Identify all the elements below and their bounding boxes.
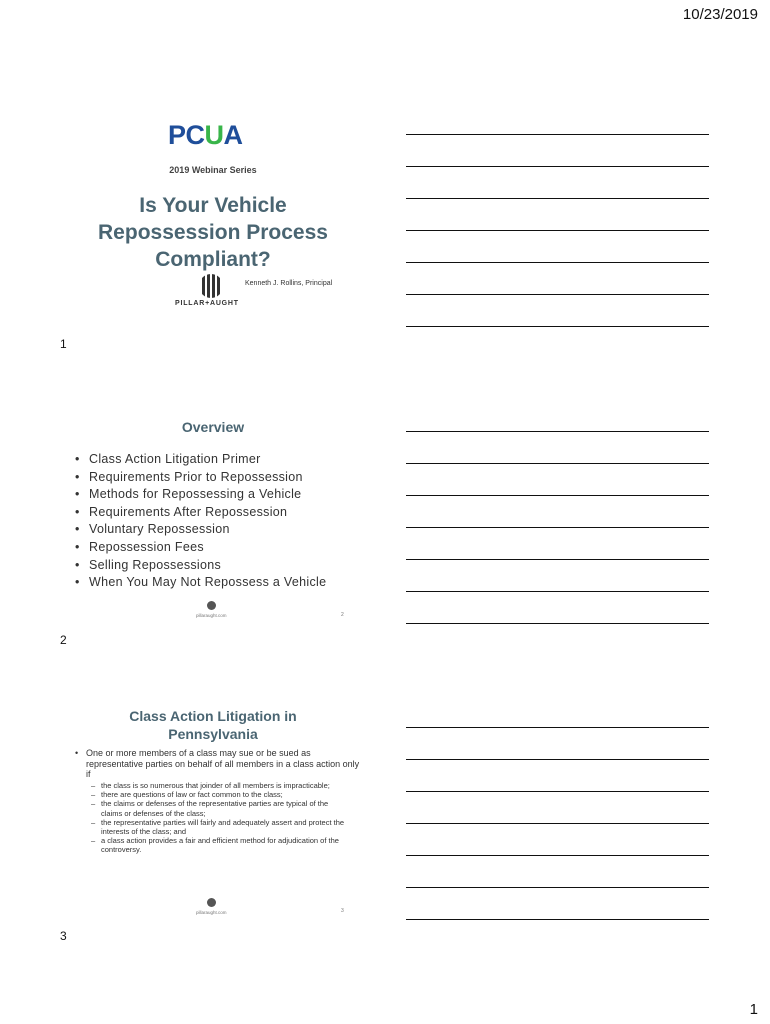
list-item: • When You May Not Repossess a Vehicle <box>75 574 326 592</box>
slide-number-3: 3 <box>60 929 67 943</box>
note-line[interactable] <box>406 431 709 432</box>
list-item: • Selling Repossessions <box>75 557 326 575</box>
list-item: – the representative parties will fairly and adequately assert and protect the interests of the class; and <box>91 818 346 836</box>
note-line[interactable] <box>406 230 709 231</box>
list-item: • Repossession Fees <box>75 539 326 557</box>
slide-2-title: Overview <box>181 419 245 435</box>
note-line[interactable] <box>406 919 709 920</box>
slide-2 <box>63 405 363 630</box>
slide-3-title: Class Action Litigation in Pennsylvania <box>129 708 297 742</box>
note-line[interactable] <box>406 294 709 295</box>
note-line[interactable] <box>406 198 709 199</box>
note-line[interactable] <box>406 134 709 135</box>
note-line[interactable] <box>406 791 709 792</box>
list-item: – there are questions of law or fact common to the class; <box>91 790 346 799</box>
criteria-list <box>91 781 346 855</box>
slide-number-2: 2 <box>60 633 67 647</box>
slide-number-1: 1 <box>60 337 67 351</box>
note-line[interactable] <box>406 527 709 528</box>
list-item: – a class action provides a fair and efficient method for adjudication of the controversy. <box>91 836 346 854</box>
print-date: 10/23/2019 <box>682 6 758 23</box>
note-line[interactable] <box>406 166 709 167</box>
pcua-logo: PCUA <box>168 120 243 150</box>
slide-footer-number: 2 <box>341 612 344 618</box>
list-item: • Class Action Litigation Primer <box>75 451 326 469</box>
slide-footer-logo-icon <box>207 601 216 610</box>
note-line[interactable] <box>406 727 709 728</box>
slide-1-title: Is Your Vehicle Repossession Process Compliant? <box>98 194 328 271</box>
note-line[interactable] <box>406 495 709 496</box>
slide-footer-url: pillaraught.com <box>196 910 227 915</box>
overview-list <box>75 451 326 592</box>
slide-3 <box>63 700 363 925</box>
slide-footer-number: 3 <box>341 908 344 914</box>
note-line[interactable] <box>406 623 709 624</box>
list-item: • Requirements After Repossession <box>75 504 326 522</box>
slide-1: PCUA 2019 Webinar Series Is Your Vehicle Repossession Process Compliant? PILLAR+AUGHT Kenneth J. Rollins, Principal <box>63 68 363 293</box>
note-line[interactable] <box>406 887 709 888</box>
list-item: – the class is so numerous that joinder of all members is impracticable; <box>91 781 346 790</box>
list-item: • Methods for Repossessing a Vehicle <box>75 486 326 504</box>
page-number: 1 <box>749 1001 758 1018</box>
list-item: • Requirements Prior to Repossession <box>75 469 326 487</box>
note-line[interactable] <box>406 326 709 327</box>
note-line[interactable] <box>406 591 709 592</box>
webinar-series-label: 2019 Webinar Series <box>169 165 257 175</box>
main-bullet: • One or more members of a class may sue or be sued as representative parties on behalf of all members in a class action only if <box>75 748 360 779</box>
list-item: • Voluntary Repossession <box>75 521 326 539</box>
note-line[interactable] <box>406 463 709 464</box>
note-line[interactable] <box>406 855 709 856</box>
note-line[interactable] <box>406 559 709 560</box>
list-item: – the claims or defenses of the representative parties are typical of the claims or defenses of the class; <box>91 799 346 817</box>
slide-footer-url: pillaraught.com <box>196 613 227 618</box>
note-line[interactable] <box>406 823 709 824</box>
pillar-aught-mark-icon <box>199 274 223 298</box>
slide-footer-logo-icon <box>207 898 216 907</box>
presenter-name: Kenneth J. Rollins, Principal <box>245 280 333 287</box>
note-line[interactable] <box>406 759 709 760</box>
note-line[interactable] <box>406 262 709 263</box>
